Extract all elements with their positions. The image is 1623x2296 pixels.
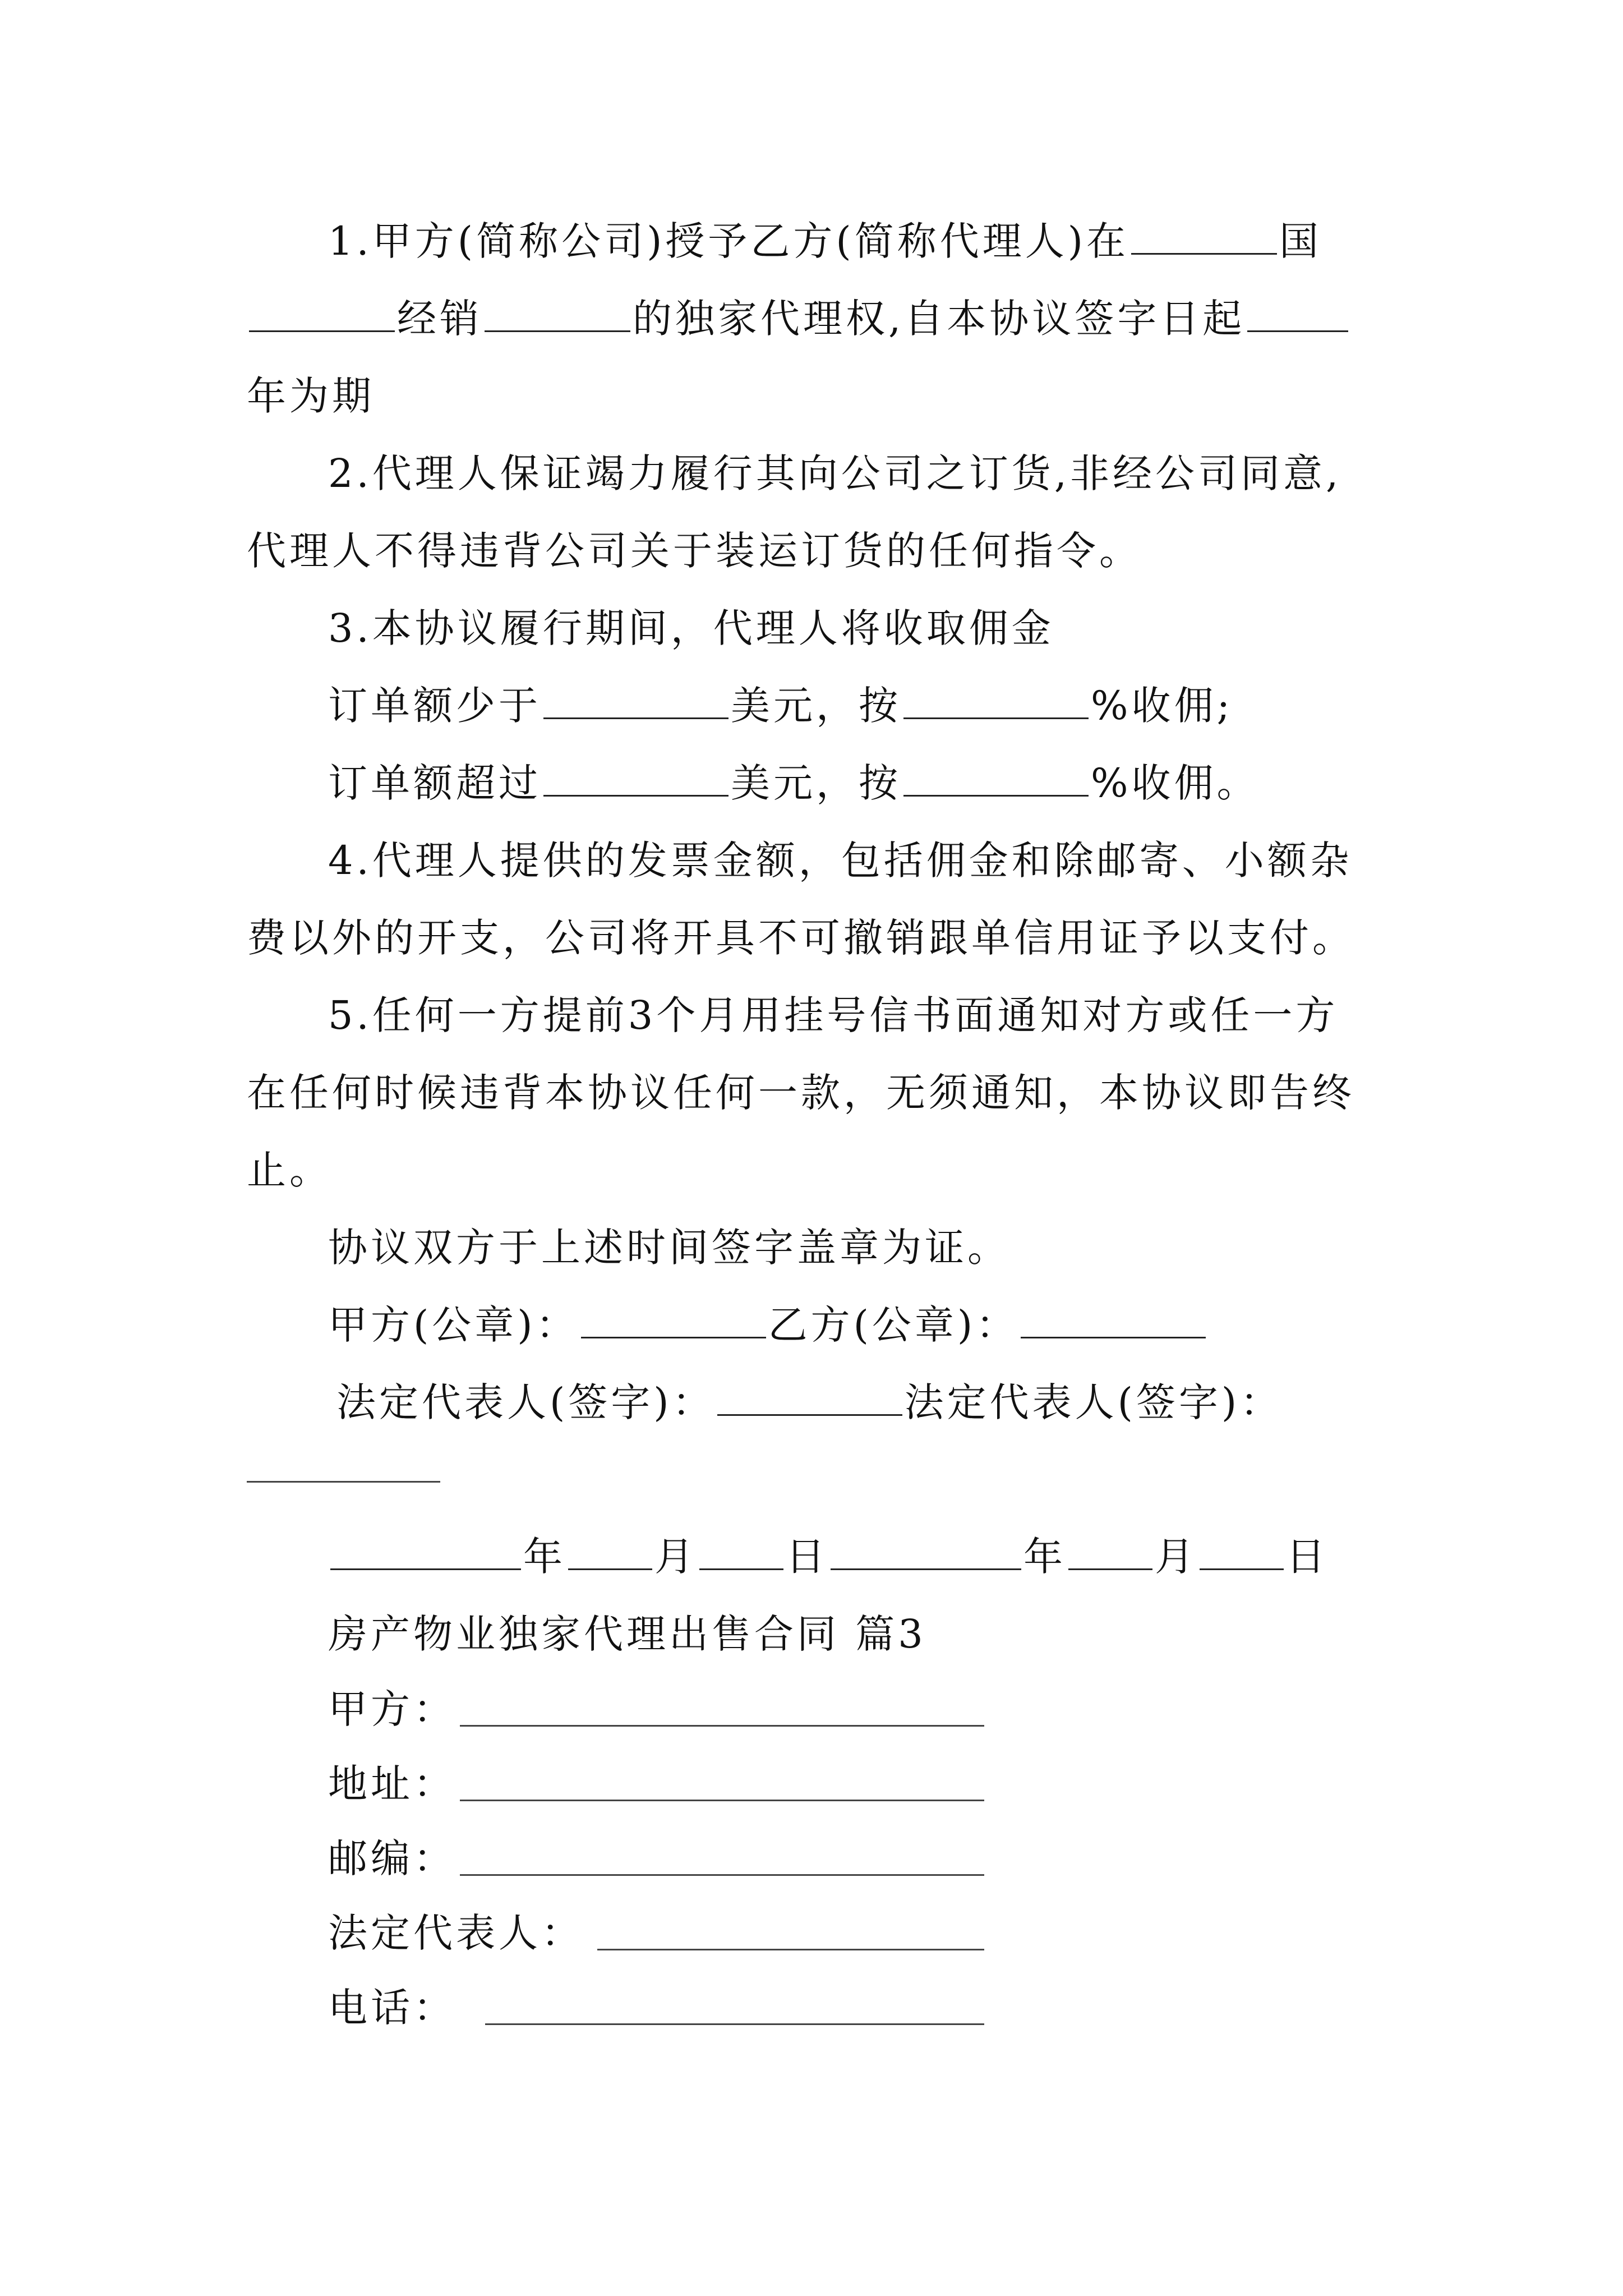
clause-1-line-3: 年为期 [247,373,375,419]
legal-rep-label: 法定代表人： [328,1910,584,1956]
party-a-seal-blank[interactable] [581,1297,766,1338]
postcode-label: 邮编： [328,1835,456,1881]
party-a-day-blank[interactable] [699,1529,783,1570]
order-over-percent-blank[interactable] [903,756,1089,797]
clause-3-line-2 [328,678,1233,734]
witness-statement: 协议双方于上述时间签字盖章为证。 [328,1225,1010,1271]
usd-rate-label: 美元，按 [731,760,901,806]
seal-line [328,1297,1208,1353]
order-over-label: 订单额超过 [328,760,541,806]
party-b-month-blank[interactable] [1068,1529,1152,1570]
year-label: 年 [523,1534,566,1580]
clause-1-text: 1.甲方(简称公司)授予乙方(简称代理人)在 [328,218,1129,264]
month-label: 月 [654,1534,697,1580]
legal-rep-field[interactable] [597,1949,984,1950]
country-blank[interactable] [1131,214,1277,255]
party-b-seal-label: 乙方(公章)： [768,1302,1019,1348]
clause-1-country-suffix: 国 [1279,218,1322,264]
phone-field[interactable] [485,2023,984,2025]
year-label: 年 [1023,1534,1066,1580]
clause-3-line-3 [328,755,1260,811]
representative-line [336,1374,1283,1430]
party-b-year-blank[interactable] [831,1529,1021,1570]
party-a-rep-blank[interactable] [717,1375,902,1416]
month-label: 月 [1155,1534,1197,1580]
clause-5-line-2: 在任何时候违背本协议任何一款，无须通知，本协议即告终 [247,1070,1355,1116]
order-less-percent-blank[interactable] [903,678,1089,719]
address-label: 地址： [328,1761,456,1807]
clause-1-line-1 [328,213,1322,269]
party-b-day-blank[interactable] [1200,1529,1284,1570]
party-a-rep-label: 法定代表人(签字)： [336,1379,715,1425]
party-a-month-blank[interactable] [568,1529,652,1570]
order-less-label: 订单额少于 [328,683,541,729]
party-a-seal-label: 甲方(公章)： [328,1302,579,1348]
region-blank[interactable] [249,291,395,332]
order-over-amount-blank[interactable] [543,756,728,797]
party-a-label: 甲方： [328,1686,456,1732]
term-years-blank[interactable] [1247,291,1348,332]
product-blank[interactable] [485,291,630,332]
phone-label: 电话： [328,1985,456,2031]
address-field[interactable] [460,1800,984,1801]
clause-4-line-1: 4.代理人提供的发票金额，包括佣金和除邮寄、小额杂 [328,838,1353,884]
clause-4-line-2: 费以外的开支，公司将开具不可撤销跟单信用证予以支付。 [247,915,1355,961]
clause-3-line-1: 3.本协议履行期间，代理人将收取佣金 [328,605,1054,651]
usd-rate-label: 美元，按 [731,683,901,729]
order-less-amount-blank[interactable] [543,678,728,719]
party-b-rep-label: 法定代表人(签字)： [904,1379,1283,1425]
clause-5-line-1: 5.任何一方提前3个月用挂号信书面通知对方或任一方 [328,992,1339,1038]
percent-commission-label: %收佣。 [1091,760,1260,806]
percent-commission-label: %收佣; [1091,683,1234,729]
postcode-field[interactable] [460,1874,984,1876]
party-b-rep-blank[interactable] [247,1481,440,1483]
party-a-field[interactable] [460,1725,984,1727]
clause-1-line-2 [247,291,1350,347]
day-label: 日 [1286,1534,1329,1580]
party-b-seal-blank[interactable] [1021,1297,1206,1338]
day-label: 日 [786,1534,828,1580]
clause-1-agency-text: 的独家代理权,自本协议签字日起 [633,296,1246,342]
clause-5-line-3: 止。 [247,1147,332,1193]
contract-3-title: 房产物业独家代理出售合同 篇3 [328,1611,926,1657]
clause-1-distribute-label: 经销 [397,296,482,342]
party-a-year-blank[interactable] [330,1529,521,1570]
clause-2-line-1: 2.代理人保证竭力履行其向公司之订货,非经公司同意, [328,450,1342,496]
clause-2-line-2: 代理人不得违背公司关于装运订货的任何指令。 [247,528,1142,574]
date-line [328,1529,1329,1585]
